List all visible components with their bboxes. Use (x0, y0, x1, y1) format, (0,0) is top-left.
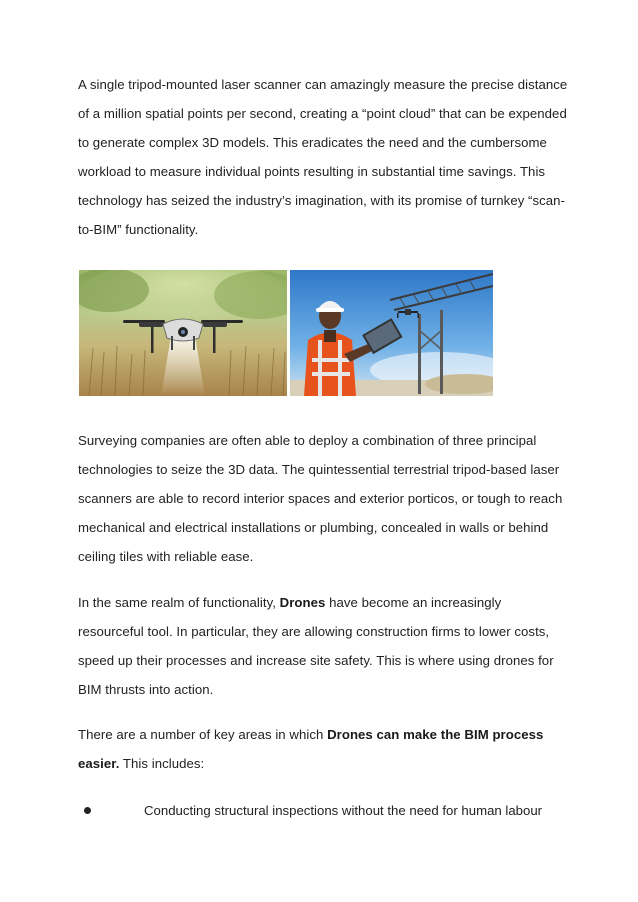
p3-bold-drones: Drones (279, 595, 326, 610)
paragraph-surveying-technologies: Surveying companies are often able to deploy a combination of three principal technologies to seize the 3D data. The quintessential terrestrial tripod-based laser scanners are able to record interior spaces and exterior porticos, or tough to reach mechanical and electrical installations or plumbing, concealed in walls or behind ceiling tiles with reliable ease. (78, 433, 563, 564)
bullet-dot-icon (84, 807, 91, 814)
p4-bold-drones-bim: Drones can make the BIM process easier. (78, 727, 544, 771)
bullet-list (78, 796, 568, 825)
paragraph-drones-functionality (78, 588, 568, 704)
paragraph-key-areas (78, 720, 568, 778)
surveyor-with-drone-image (290, 270, 493, 396)
list-item (78, 796, 568, 825)
p3-text-after: have become an increasingly resourceful tool. In particular, they are allowing construction firms to lower costs, speed up their processes and increase site safety. This is where using drones for BIM thrusts into action. (78, 595, 554, 697)
p3-text-before: In the same realm of functionality, (78, 595, 280, 610)
bullet-text: Conducting structural inspections without the need for human labour (144, 803, 543, 818)
image-row (79, 270, 493, 396)
p4-text-after: This includes: (119, 756, 205, 771)
p4-text-before: There are a number of key areas in which (78, 727, 328, 742)
drone-over-field-image (79, 270, 287, 396)
paragraph-laser-scanner: A single tripod-mounted laser scanner can amazingly measure the precise distance of a million spatial points per second, creating a “point cloud” that can be expended to generate complex 3D models. This eradicates the need and the cumbersome workload to measure individual points resulting in substantial time savings. This technology has seized the industry’s imagination, with its promise of turnkey “scan-to-BIM” functionality. (78, 77, 568, 237)
